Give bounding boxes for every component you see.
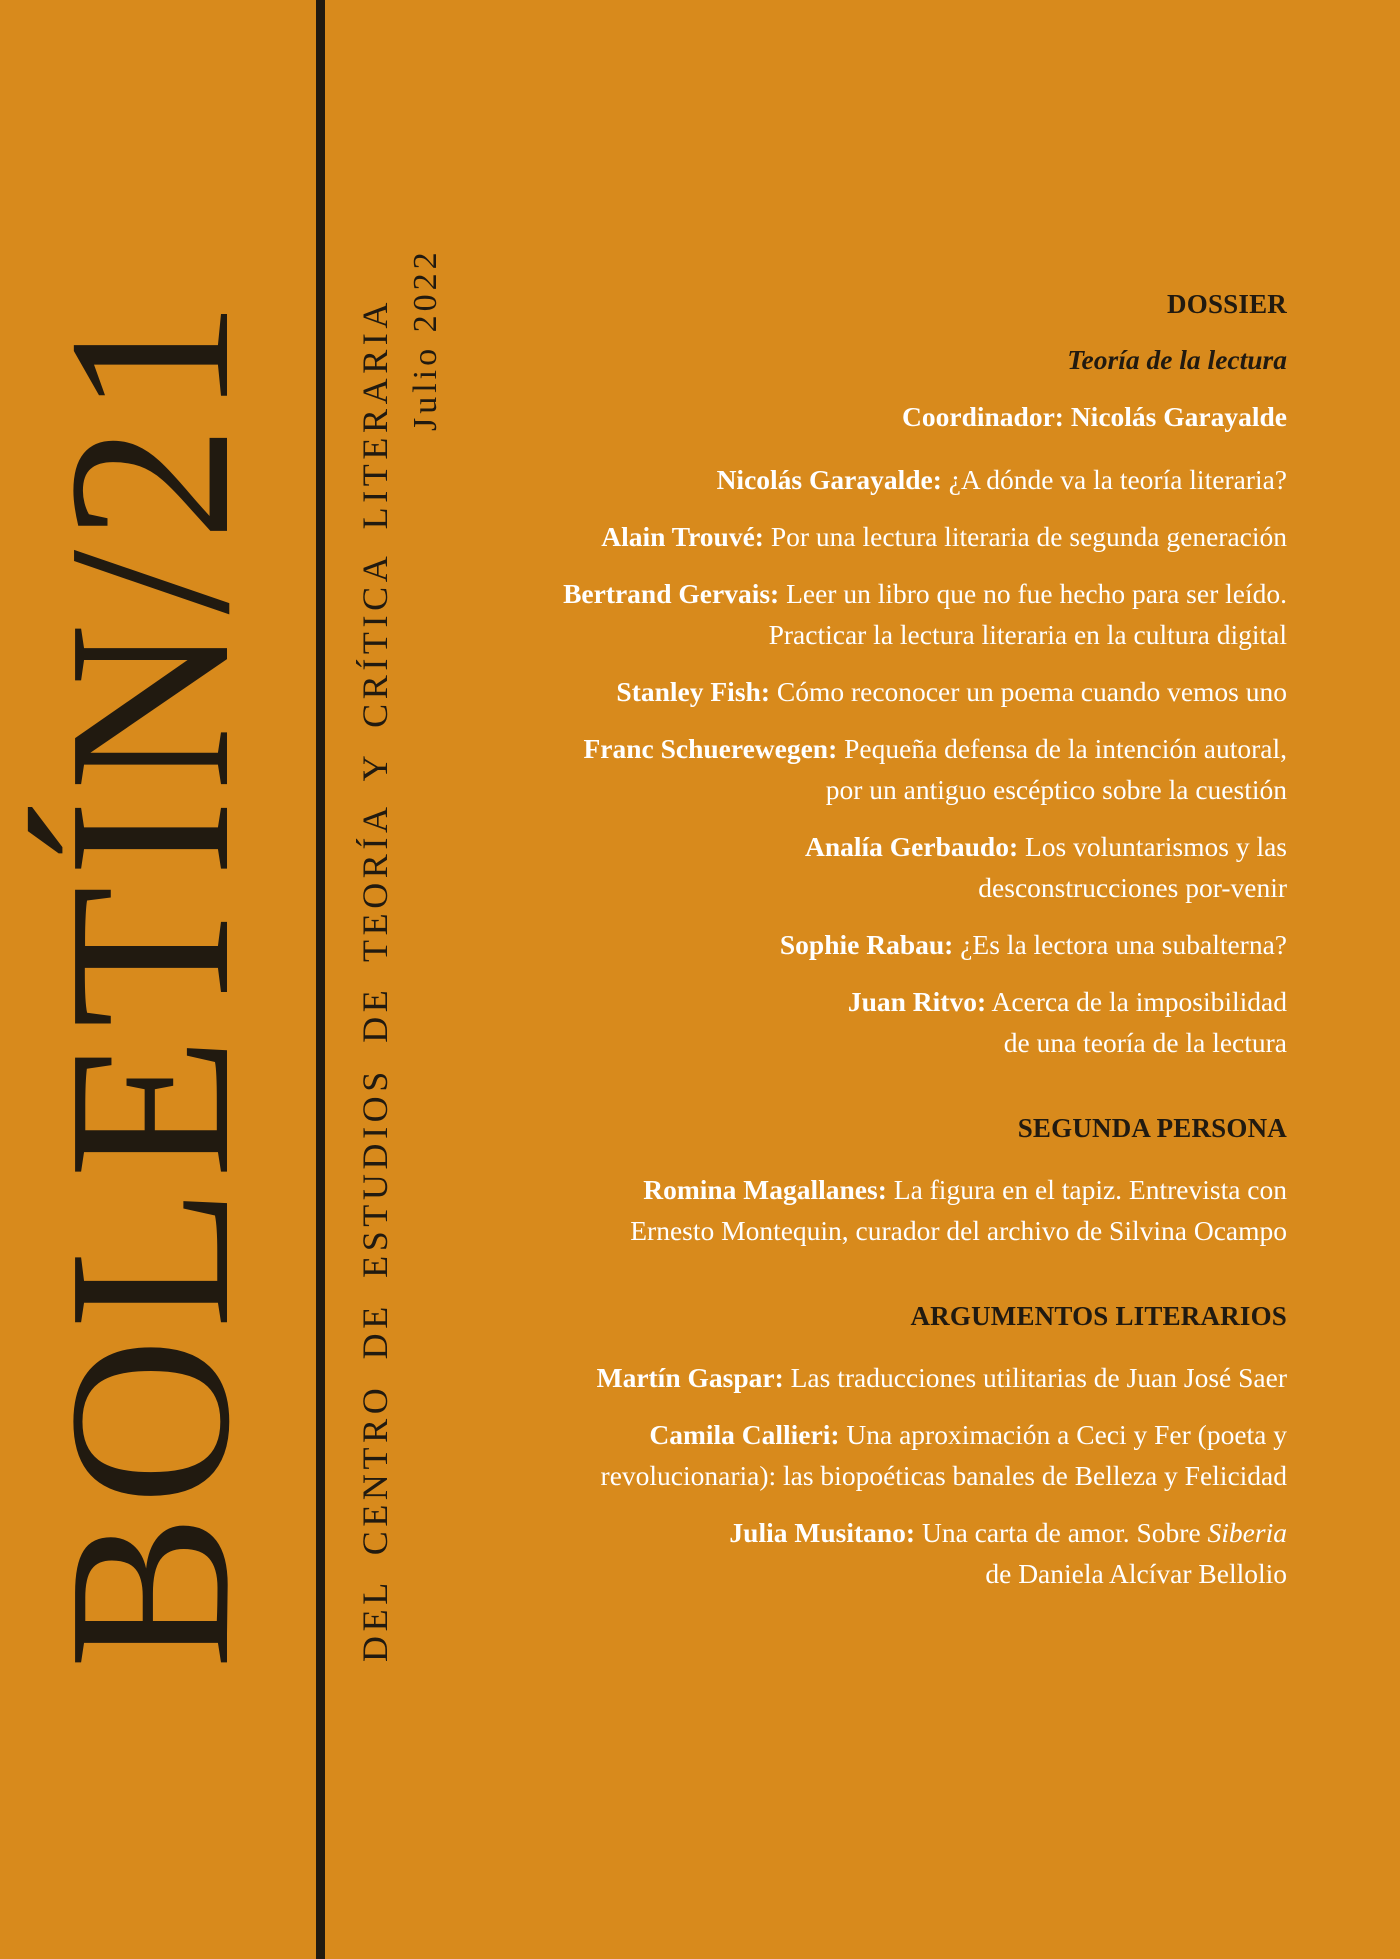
entry-title: Leer un libro que no fue hecho para ser leído. <box>779 578 1287 609</box>
toc-entry <box>427 456 1287 503</box>
section-heading: SEGUNDA PERSONA <box>1017 1113 1287 1143</box>
entry-title-continued: Practicar la lectura literaria en la cultura digital <box>768 619 1287 650</box>
toc-entry <box>427 1411 1287 1499</box>
entry-author: Alain Trouvé: <box>601 521 764 552</box>
entry-author: Martín Gaspar: <box>596 1362 784 1393</box>
title-letter: 2 <box>21 423 278 542</box>
entry-author: Stanley Fish: <box>616 676 770 707</box>
toc-entry <box>427 513 1287 560</box>
section-segunda-persona <box>427 1110 1287 1254</box>
journal-subtitle: DEL CENTRO DE ESTUDIOS DE TEORÍA Y CRÍTICA LITERARIA <box>355 298 395 1662</box>
entry-title-continued: desconstrucciones por-venir <box>978 872 1287 903</box>
entry-title: ¿A dónde va la teoría literaria? <box>941 464 1287 495</box>
entry-title-continued: revolucionaria): las biopoéticas banales de Belleza y Felicidad <box>600 1460 1287 1491</box>
title-letter: N <box>21 621 278 791</box>
entry-author: Franc Schuerewegen: <box>583 733 838 764</box>
entry-title: Pequeña defensa de la intención autoral, <box>837 733 1287 764</box>
entry-title: Cómo reconocer un poema cuando vemos uno <box>769 676 1287 707</box>
section-dossier <box>427 286 1287 1066</box>
entry-title-italic: Siberia <box>1207 1517 1287 1548</box>
entry-author: Nicolás Garayalde: <box>716 464 942 495</box>
entry-author: Analía Gerbaudo: <box>804 831 1019 862</box>
entry-title-continued: de una teoría de la lectura <box>1003 1027 1287 1058</box>
title-letter: E <box>21 1034 278 1179</box>
title-letter: L <box>21 1185 278 1329</box>
entry-title-continued: por un antiguo escéptico sobre la cuestión <box>825 774 1287 805</box>
entry-author: Sophie Rabau: <box>779 929 954 960</box>
section-heading: DOSSIER <box>1167 289 1287 319</box>
entry-title: Las traducciones utilitarias de Juan José Saer <box>783 1362 1287 1393</box>
title-letter: Í <box>21 797 278 878</box>
entry-title: ¿Es la lectora una subalterna? <box>953 929 1287 960</box>
toc-entry <box>427 570 1287 658</box>
toc-entry <box>427 921 1287 968</box>
entry-title: Por una lectura literaria de segunda generación <box>763 521 1287 552</box>
section-heading: ARGUMENTOS LITERARIOS <box>910 1301 1287 1331</box>
toc-entry <box>427 668 1287 715</box>
entry-author: Julia Musitano: <box>729 1517 916 1548</box>
dossier-theme: Teoría de la lectura <box>1067 344 1287 375</box>
vertical-divider-rule <box>316 0 325 1959</box>
toc-entry <box>427 823 1287 911</box>
entry-title-continued: de Daniela Alcívar Bellolio <box>985 1558 1287 1589</box>
toc-entry <box>427 725 1287 813</box>
entry-title: Una carta de amor. Sobre <box>915 1517 1208 1548</box>
entry-title: Los voluntarismos y las <box>1018 831 1287 862</box>
journal-title <box>21 298 278 1669</box>
entry-author: Juan Ritvo: <box>847 986 987 1017</box>
dossier-coordinator: Coordinador: Nicolás Garayalde <box>902 401 1287 432</box>
title-letter: B <box>21 1512 278 1669</box>
entry-author: Bertrand Gervais: <box>563 578 780 609</box>
toc-entry <box>427 1509 1287 1597</box>
entry-author: Camila Callieri: <box>649 1419 840 1450</box>
title-letter: / <box>21 547 278 615</box>
toc-entry <box>427 978 1287 1066</box>
issue-date: Julio 2022 <box>407 248 444 431</box>
title-letter: 1 <box>21 298 278 417</box>
entry-title: Una aproximación a Ceci y Fer (poeta y <box>839 1419 1287 1450</box>
entry-title: La figura en el tapiz. Entrevista con <box>886 1174 1287 1205</box>
section-argumentos-literarios <box>427 1298 1287 1597</box>
entry-title: Acerca de la imposibilidad <box>986 986 1287 1017</box>
entry-author: Romina Magallanes: <box>643 1174 887 1205</box>
entry-title-continued: Ernesto Montequin, curador del archivo de Silvina Ocampo <box>630 1215 1287 1246</box>
title-letter: O <box>21 1335 278 1506</box>
toc-entry <box>427 1166 1287 1254</box>
title-letter: T <box>21 883 278 1028</box>
table-of-contents <box>427 286 1287 1607</box>
toc-entry <box>427 1354 1287 1401</box>
